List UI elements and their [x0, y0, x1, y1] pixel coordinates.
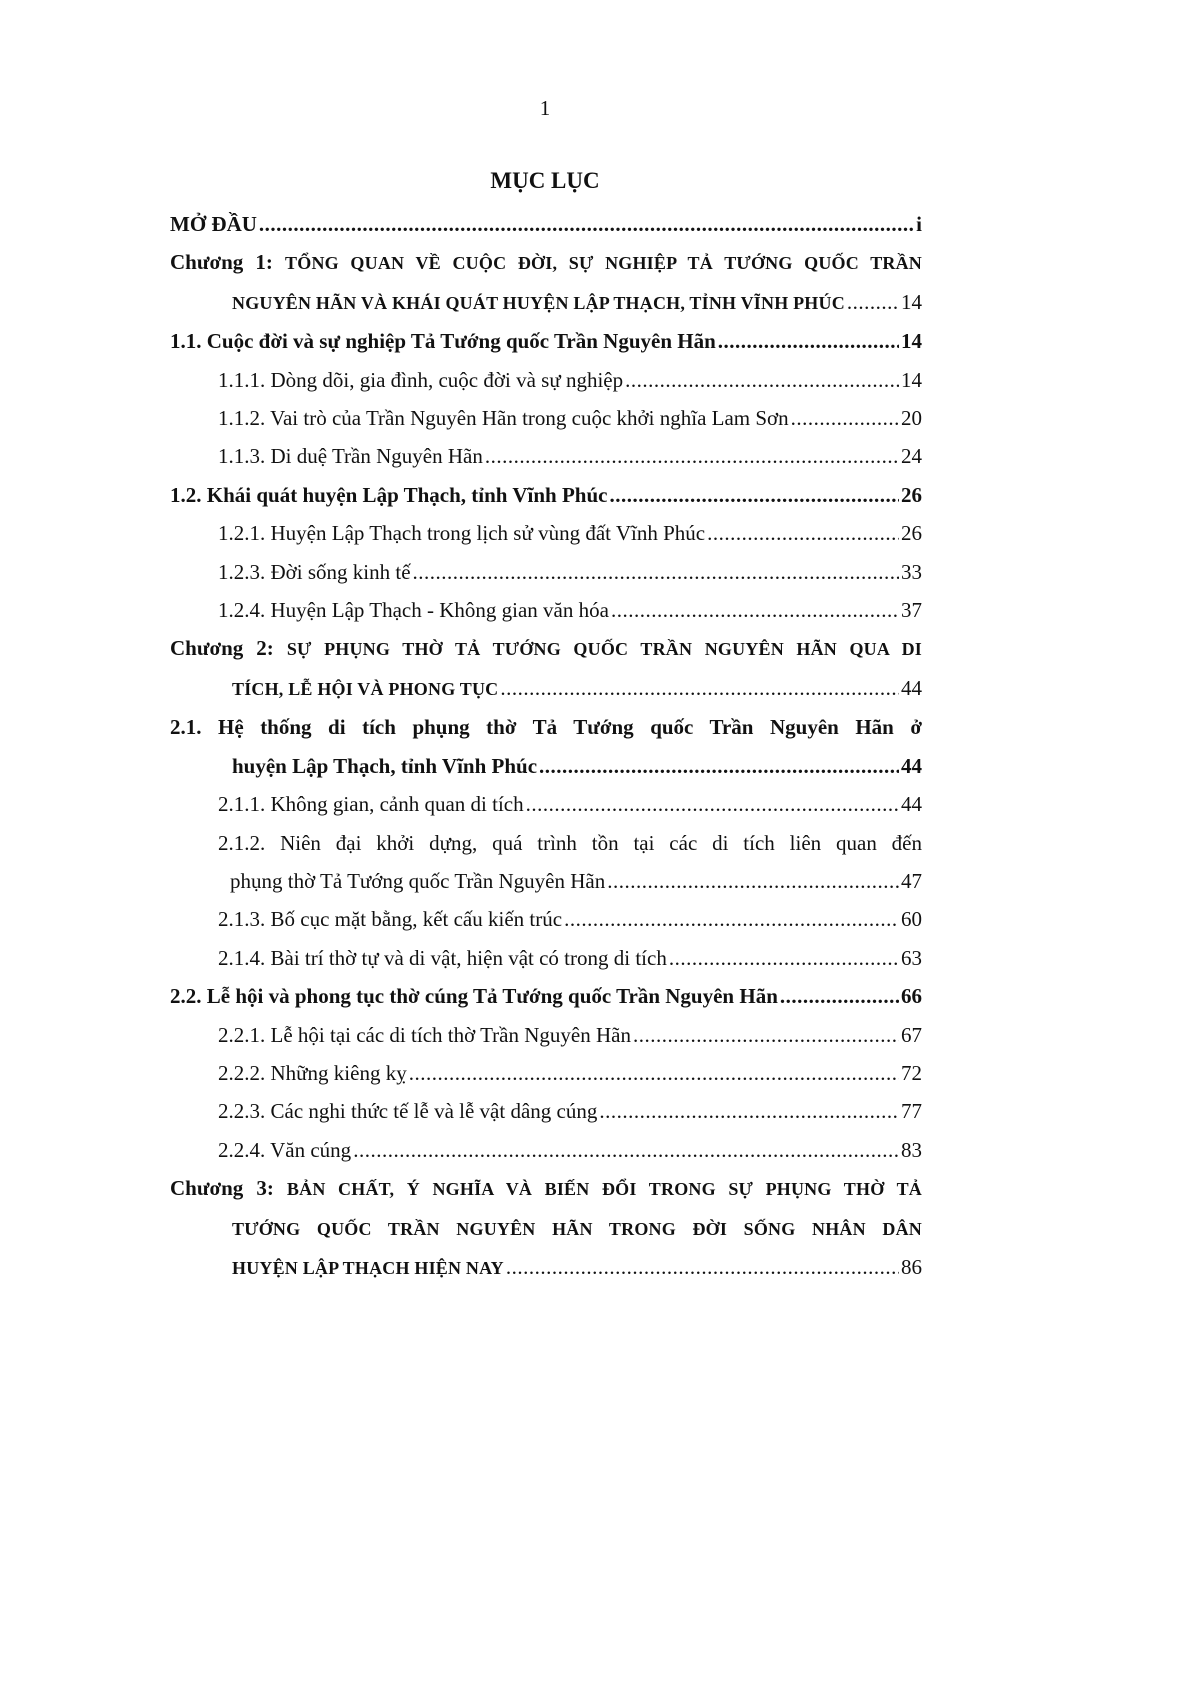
dot-leader [506, 1248, 899, 1286]
toc-entry-section-1-2[interactable] [170, 476, 922, 514]
toc-entry-text: 1.1.2. Vai trò của Trần Nguyên Hãn trong cuộc khởi nghĩa Lam Sơn [218, 406, 789, 431]
toc-page-number: 26 [901, 482, 922, 507]
toc-page-number: 24 [901, 444, 922, 469]
toc-entry-1-2-1[interactable] [170, 514, 922, 552]
dot-leader [353, 1131, 899, 1169]
chapter-title-line-2: TÍCH, LỄ HỘI VÀ PHONG TỤC [232, 678, 499, 699]
toc-entry-section-2-2[interactable] [170, 977, 922, 1015]
toc-page-number: 67 [901, 1022, 922, 1047]
toc-page-number: 86 [901, 1254, 922, 1279]
dot-leader [539, 747, 899, 785]
toc-page-number: 72 [901, 1060, 922, 1085]
toc-entry-2-2-3[interactable] [170, 1092, 922, 1130]
toc-entry-text: MỞ ĐẦU [170, 212, 257, 236]
toc-title: MỤC LỤC [490, 168, 600, 193]
toc-entry-text: 1.2. Khái quát huyện Lập Thạch, tỉnh Vĩnh Phúc [170, 482, 608, 507]
section-title-line-1: 2.1. Hệ thống di tích phụng thờ Tả Tướng quốc Trần Nguyên Hãn ở [170, 715, 922, 740]
toc-entry-text: 1.2.3. Đời sống kinh tế [218, 559, 411, 584]
toc-entry-text: 1.1. Cuộc đời và sự nghiệp Tả Tướng quốc Trần Nguyên Hãn [170, 329, 716, 354]
toc-page-number: 60 [901, 907, 922, 932]
toc-page-number: 14 [901, 329, 922, 354]
chapter-label: Chương 1: [170, 250, 273, 275]
sub-title-line-2: phụng thờ Tả Tướng quốc Trần Nguyên Hãn [230, 868, 606, 893]
dot-leader [413, 553, 899, 591]
toc-entry-text: 2.2.3. Các nghi thức tế lễ và lễ vật dâng cúng [218, 1099, 598, 1124]
dot-leader [485, 437, 899, 475]
dot-leader [526, 785, 899, 823]
dot-leader [847, 283, 899, 321]
toc-page-number: 20 [901, 406, 922, 431]
toc-entry-text: 2.1.3. Bố cục mặt bằng, kết cấu kiến trúc [218, 907, 563, 932]
toc-entry-text: 1.1.3. Di duệ Trần Nguyên Hãn [218, 444, 483, 469]
toc-page-number: 44 [901, 792, 922, 817]
toc-entry-text: 1.2.1. Huyện Lập Thạch trong lịch sử vùng đất Vĩnh Phúc [218, 521, 706, 546]
toc-entry-2-2-4[interactable] [170, 1131, 922, 1169]
dot-leader [707, 514, 899, 552]
toc-entry-text: 2.2.4. Văn cúng [218, 1137, 352, 1162]
toc-page-number: 47 [901, 868, 922, 893]
toc-page-number: 14 [901, 289, 922, 314]
toc-entry-section-1-1[interactable] [170, 322, 922, 360]
toc-entry-chapter-3[interactable] [170, 1169, 922, 1287]
dot-leader [633, 1016, 899, 1054]
toc-entry-text: 2.2.1. Lễ hội tại các di tích thờ Trần Nguyên Hãn [218, 1022, 631, 1047]
section-title-line-2: huyện Lập Thạch, tỉnh Vĩnh Phúc [232, 753, 538, 778]
toc-entry-2-1-2[interactable] [170, 824, 922, 901]
dot-leader [607, 862, 899, 900]
toc-entry-2-1-4[interactable] [170, 939, 922, 977]
chapter-label: Chương 2: [170, 636, 274, 661]
toc-entry-2-1-1[interactable] [170, 785, 922, 823]
dot-leader [609, 476, 899, 514]
chapter-title-line-1: SỰ PHỤNG THỜ TẢ TƯỚNG QUỐC TRẦN NGUYÊN HÃN QUA DI [286, 639, 922, 660]
toc-entry-2-2-2[interactable] [170, 1054, 922, 1092]
toc-entry-1-1-3[interactable] [170, 437, 922, 475]
toc-entry-2-2-1[interactable] [170, 1016, 922, 1054]
toc-entry-1-1-2[interactable] [170, 399, 922, 437]
toc-page-number: 37 [901, 598, 922, 623]
dot-leader [791, 399, 899, 437]
toc-entry-1-2-4[interactable] [170, 591, 922, 629]
toc-entry-2-1-3[interactable] [170, 900, 922, 938]
toc-entry-text: 2.2. Lễ hội và phong tục thờ cúng Tả Tướng quốc Trần Nguyên Hãn [170, 984, 778, 1009]
dot-leader [599, 1092, 899, 1130]
toc-entry-text: 2.2.2. Những kiêng kỵ [218, 1060, 407, 1085]
toc-entry-text: 1.2.4. Huyện Lập Thạch - Không gian văn hóa [218, 598, 609, 623]
dot-leader [669, 939, 899, 977]
toc-page-number: i [916, 212, 922, 236]
toc-entry-chapter-1[interactable] [170, 243, 922, 322]
dot-leader [409, 1054, 899, 1092]
dot-leader [611, 591, 899, 629]
toc-entry-text: 2.1.1. Không gian, cảnh quan di tích [218, 792, 524, 817]
chapter-title-line-1: TỔNG QUAN VỀ CUỘC ĐỜI, SỰ NGHIỆP TẢ TƯỚNG QUỐC TRẦN [285, 253, 923, 274]
sub-title-line-1: 2.1.2. Niên đại khởi dựng, quá trình tồn tại các di tích liên quan đến [218, 830, 922, 855]
dot-leader [780, 977, 899, 1015]
dot-leader [625, 361, 899, 399]
dot-leader [718, 322, 899, 360]
toc-page-number: 26 [901, 521, 922, 546]
toc-entry-chapter-2[interactable] [170, 629, 922, 708]
toc-entry-1-1-1[interactable] [170, 361, 922, 399]
chapter-title-line-2: NGUYÊN HÃN VÀ KHÁI QUÁT HUYỆN LẬP THẠCH, TỈNH VĨNH PHÚC [232, 292, 845, 313]
toc-page-number: 44 [901, 753, 922, 778]
table-of-contents [170, 205, 922, 1287]
toc-page-number: 63 [901, 945, 922, 970]
toc-entry-text: 1.1.1. Dòng dõi, gia đình, cuộc đời và sự nghiệp [218, 367, 624, 392]
toc-page-number: 66 [901, 984, 922, 1009]
dot-leader [500, 669, 899, 707]
toc-entry-text: 2.1.4. Bài trí thờ tự và di vật, hiện vật có trong di tích [218, 945, 667, 970]
toc-entry-1-2-3[interactable] [170, 553, 922, 591]
toc-page-number: 77 [901, 1099, 922, 1124]
chapter-label: Chương 3: [170, 1176, 274, 1201]
dot-leader [259, 205, 914, 243]
chapter-title-line-1: BẢN CHẤT, Ý NGHĨA VÀ BIẾN ĐỔI TRONG SỰ PHỤNG THỜ TẢ [286, 1179, 923, 1200]
toc-page-number: 14 [901, 367, 922, 392]
toc-entry-introduction[interactable] [170, 205, 922, 243]
chapter-title-line-3: HUYỆN LẬP THẠCH HIỆN NAY [232, 1257, 504, 1278]
chapter-title-line-2: TƯỚNG QUỐC TRẦN NGUYÊN HÃN TRONG ĐỜI SỐNG NHÂN DÂN [232, 1218, 922, 1239]
page-number: 1 [539, 96, 551, 120]
toc-page-number: 83 [901, 1137, 922, 1162]
dot-leader [564, 900, 899, 938]
toc-page-number: 33 [901, 559, 922, 584]
toc-entry-section-2-1[interactable] [170, 708, 922, 785]
toc-page-number: 44 [901, 675, 922, 700]
